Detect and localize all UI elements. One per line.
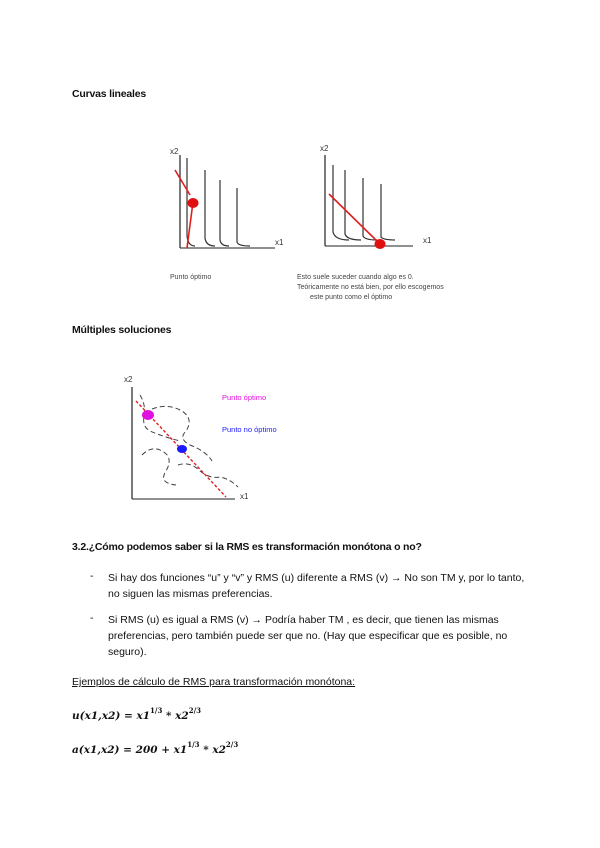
bullet-dash: -	[90, 612, 94, 624]
equation-a-mid: * x2	[199, 744, 226, 756]
equation-a-base: a(x1,x2) = 200 + x1	[72, 744, 188, 756]
equation-u-base: u(x1,x2) = x1	[72, 710, 151, 722]
legend-optimal-point: Punto óptimo	[222, 393, 267, 402]
figure3-x-label: x1	[240, 492, 249, 501]
figure2-caption-line2: Teóricamente no está bien, por ello escogemos	[297, 284, 444, 291]
bullet-dash: -	[90, 570, 94, 582]
figure3-y-label: x2	[124, 375, 133, 384]
equation-a-exp2: 2/3	[225, 740, 239, 749]
figure2-caption-line1: Esto suele suceder cuando algo es 0.	[297, 274, 414, 281]
equation-a-exp1: 1/3	[187, 740, 200, 749]
bullet-item-2: Si RMS (u) es igual a RMS (v) → Podría haber TM , es decir, que tienen las mismas preferencias, pero también puede ser que no. (Hay que especificar que es posible, no seguro).	[108, 614, 508, 658]
figure-corner-solution	[315, 140, 435, 255]
equation-u-exp1: 1/3	[150, 706, 163, 715]
examples-title: Ejemplos de cálculo de RMS para transformación monótona:	[72, 676, 356, 688]
figure1-x-label: x1	[275, 238, 284, 247]
bullet-item-1: Si hay dos funciones “u” y “v” y RMS (u) diferente a RMS (v) → No son TM y, por lo tanto, no siguen las mismas preferencias.	[108, 572, 525, 600]
figure2-caption-line3: este punto como el óptimo	[310, 294, 393, 301]
section-title-linear: Curvas lineales	[72, 88, 147, 100]
figure1-y-label: x2	[170, 147, 179, 156]
legend-non-optimal-point: Punto no óptimo	[222, 425, 277, 434]
section-title-question: 3.2.¿Cómo podemos saber si la RMS es transformación monótona o no?	[72, 541, 422, 553]
figure1-caption: Punto óptimo	[170, 274, 212, 281]
equation-u-mid: * x2	[162, 710, 189, 722]
figure2-x-label: x1	[423, 236, 432, 245]
section-title-multiple: Múltiples soluciones	[72, 324, 172, 336]
equation-u	[72, 706, 201, 722]
equation-a	[72, 740, 238, 756]
equation-u-exp2: 2/3	[188, 706, 202, 715]
figure2-y-label: x2	[320, 144, 329, 153]
